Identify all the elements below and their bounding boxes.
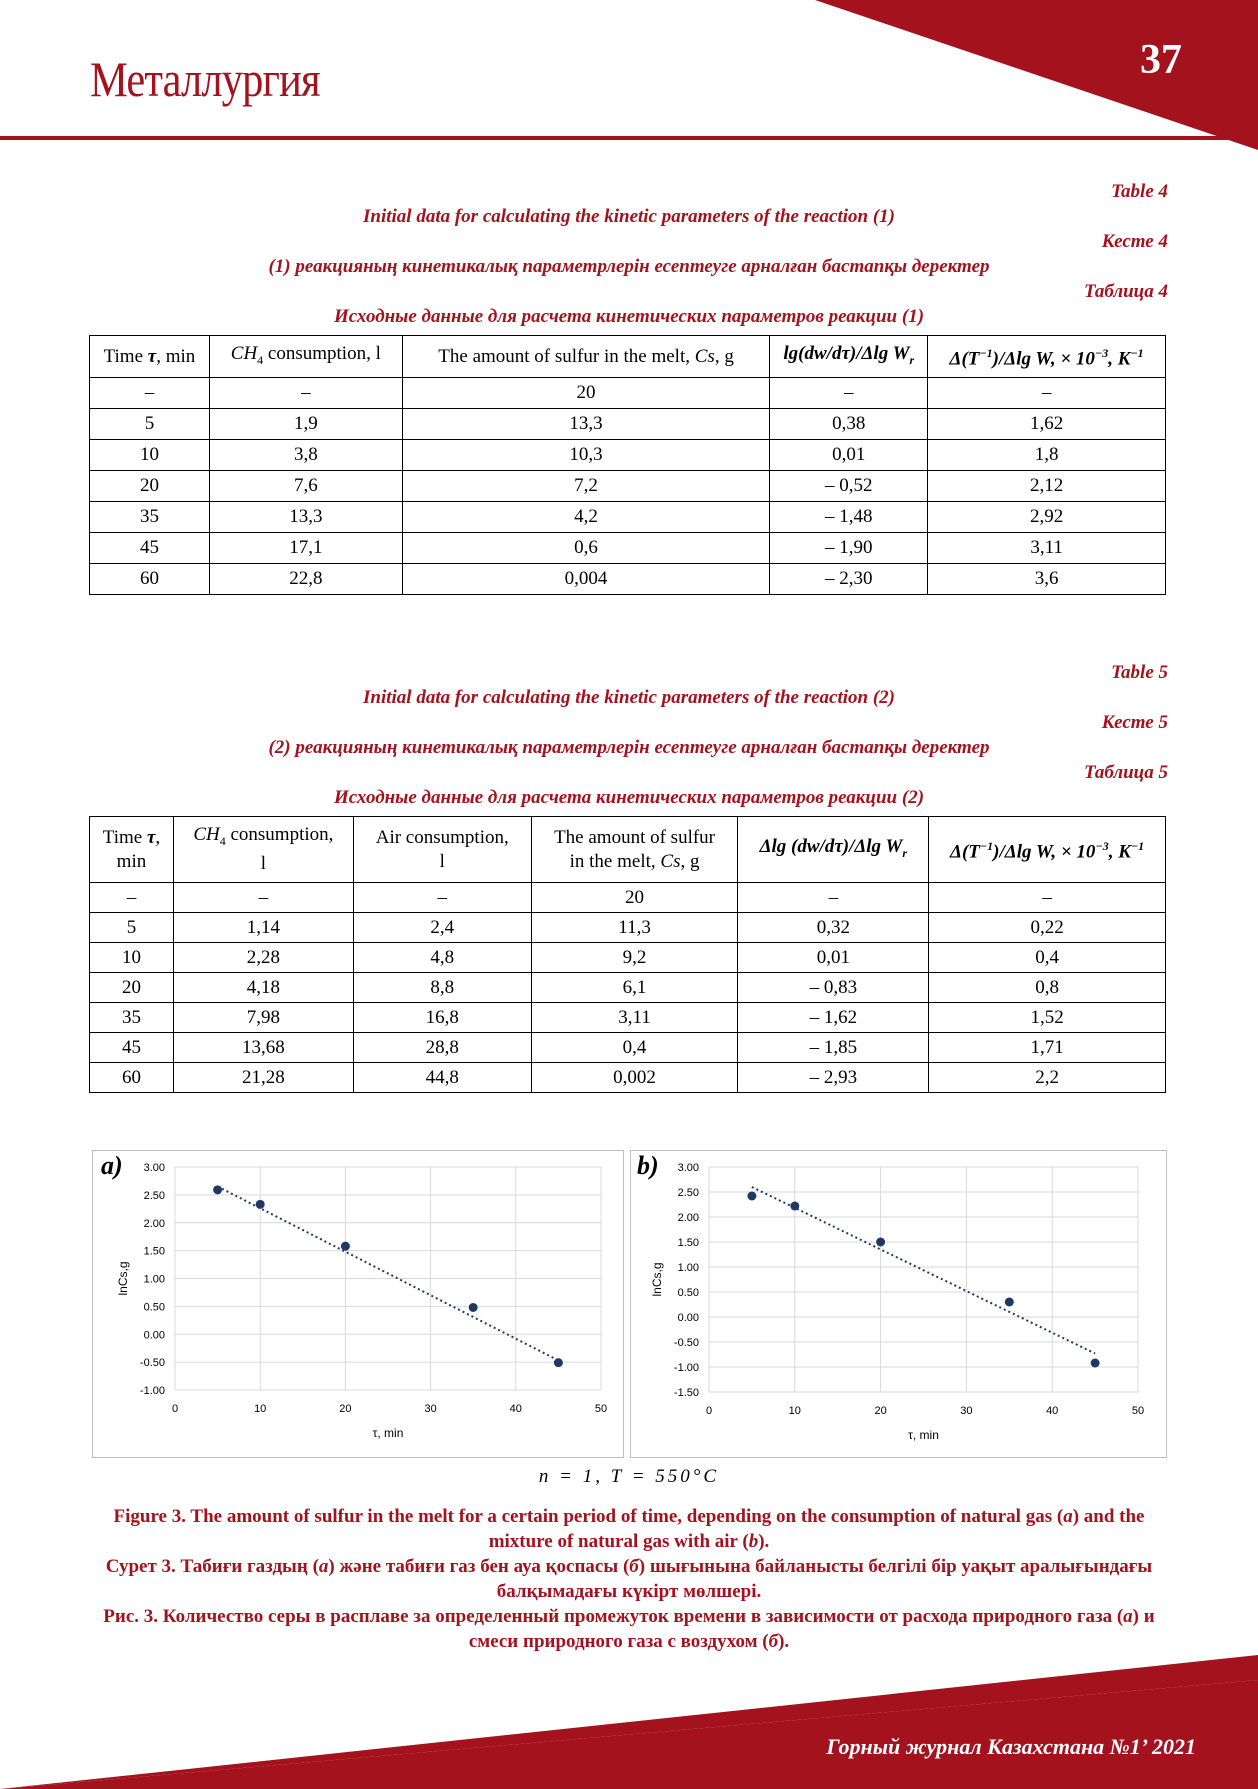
table4-cell: 7,2 (402, 471, 770, 502)
table5-label-en: Table 5 (1111, 662, 1168, 683)
data-point (341, 1242, 350, 1251)
table4-cell: – (90, 378, 210, 409)
table4-cell: 1,8 (928, 440, 1166, 471)
table5-col-air: Air consumption, l (353, 817, 531, 883)
table5-cell: – (173, 883, 353, 913)
table4-cell: 10 (90, 440, 210, 471)
chart-b-panel-label: b) (637, 1151, 659, 1180)
y-tick-label: -0.50 (673, 1337, 699, 1349)
y-tick-label: -0.50 (139, 1357, 165, 1370)
x-tick-label: 20 (874, 1405, 887, 1417)
table4-col-time: Time τ, min (90, 336, 210, 378)
y-tick-label: 1.50 (677, 1237, 699, 1249)
table4-cell: 22,8 (209, 564, 402, 595)
table5-col-sulfur: The amount of sulfur in the melt, Cs, g (531, 817, 738, 883)
table4-label-en: Table 4 (1111, 181, 1168, 202)
y-tick-label: -1.00 (139, 1385, 165, 1397)
y-axis-title: lnCs,g (116, 1261, 130, 1296)
table5-cell: 6,1 (531, 973, 738, 1003)
table5 (89, 816, 1166, 1093)
table4-row (90, 471, 1166, 502)
table5-cell: 13,68 (173, 1033, 353, 1063)
table4-cell: 0,004 (402, 564, 770, 595)
table4-cell: 3,11 (928, 533, 1166, 564)
table4-row (90, 502, 1166, 533)
table4-cell: 0,38 (770, 409, 928, 440)
table5-cell: 7,98 (173, 1003, 353, 1033)
table4-label-kz: Кесте 4 (1101, 231, 1168, 252)
x-tick-label: 30 (424, 1403, 437, 1415)
table5-cell: 21,28 (173, 1063, 353, 1093)
figure-caption-kz: Сурет 3. Табиғи газдың (а) және табиғи газ бен ауа қоспасы (б) шығынына байланысты белгілі бір уақыт аралығындағы балқымадағы күкірт мөлшері. (105, 1556, 1153, 1602)
chart-b-frame (630, 1150, 1167, 1458)
x-tick-label: 0 (705, 1405, 713, 1417)
table5-cell: 0,4 (531, 1033, 738, 1063)
table5-cell: 16,8 (353, 1003, 531, 1033)
table5-cell: 4,8 (353, 943, 531, 973)
data-point (1005, 1298, 1014, 1307)
table5-captions (90, 660, 1168, 810)
table5-cell: 28,8 (353, 1033, 531, 1063)
chart-b (631, 1151, 1166, 1457)
data-point (876, 1238, 885, 1247)
table5-cell: – (738, 883, 929, 913)
table5-cell: 8,8 (353, 973, 531, 1003)
table4-label-ru: Таблица 4 (1083, 281, 1168, 302)
chart-a (93, 1151, 623, 1457)
y-tick-label: 1.00 (677, 1262, 699, 1274)
table5-cell: 2,28 (173, 943, 353, 973)
table5-row (90, 913, 1166, 943)
chart-a-panel-label: a) (101, 1151, 123, 1180)
y-tick-label: 0.50 (143, 1301, 165, 1314)
table5-cell: 2,4 (353, 913, 531, 943)
table4-title-en: Initial data for calculating the kinetic parameters of the reaction (1) (363, 206, 895, 227)
y-tick-label: 2.50 (677, 1187, 699, 1199)
table5-col-lg: Δlg (dw/dτ)/Δlg $W_r$ (738, 817, 929, 883)
table4 (89, 335, 1166, 595)
table4-title-ru: Исходные данные для расчета кинетических параметров реакции (1) (333, 306, 925, 327)
y-tick-label: 0.00 (677, 1312, 699, 1324)
table5-cell: 0,22 (929, 913, 1166, 943)
table4-cell: – (209, 378, 402, 409)
table4-cell: 20 (90, 471, 210, 502)
table5-cell: 0,8 (929, 973, 1166, 1003)
table5-row (90, 883, 1166, 913)
table4-cell: 2,92 (928, 502, 1166, 533)
table5-cell: 20 (90, 973, 174, 1003)
table4-cell: 45 (90, 533, 210, 564)
table5-cell: 11,3 (531, 913, 738, 943)
table4-cell: 60 (90, 564, 210, 595)
x-tick-label: 0 (171, 1403, 179, 1415)
table5-cell: 10 (90, 943, 174, 973)
trendline (752, 1187, 1095, 1354)
table4-row (90, 409, 1166, 440)
chart-a-frame (92, 1150, 624, 1458)
table4-row (90, 440, 1166, 471)
table4-cell: 13,3 (209, 502, 402, 533)
table4-cell: 20 (402, 378, 770, 409)
data-point (1091, 1359, 1100, 1368)
y-tick-label: -1.50 (673, 1387, 699, 1399)
table5-row (90, 973, 1166, 1003)
y-tick-label: -1.00 (673, 1362, 699, 1374)
x-tick-label: 20 (339, 1403, 352, 1415)
table5-cell: 0,002 (531, 1063, 738, 1093)
footer-journal-name: Горный журнал Казахстана №1’ 2021 (826, 1734, 1196, 1759)
header-rule (0, 136, 1240, 140)
page-number: 37 (1140, 37, 1182, 83)
table5-title-kz: (2) реакцияның кинетикалық параметрлерін есептеуге арналған бастапқы деректер (268, 737, 990, 758)
table5-cell: – 1,62 (738, 1003, 929, 1033)
table4-cell: 10,3 (402, 440, 770, 471)
table4-cell: 13,3 (402, 409, 770, 440)
y-tick-label: 1.50 (143, 1245, 165, 1258)
table5-cell: 20 (531, 883, 738, 913)
table5-cell: 4,18 (173, 973, 353, 1003)
table4-captions (90, 179, 1168, 329)
table5-row (90, 1003, 1166, 1033)
table5-cell: 3,11 (531, 1003, 738, 1033)
x-tick-label: 40 (509, 1403, 522, 1415)
data-point (256, 1200, 265, 1209)
data-point (554, 1358, 563, 1367)
table5-label-ru: Таблица 5 (1083, 762, 1168, 783)
table4-cell: – 2,30 (770, 564, 928, 595)
table4-cell: 0,6 (402, 533, 770, 564)
y-tick-label: 0.00 (143, 1329, 165, 1342)
footer-decoration (0, 1640, 1258, 1789)
y-tick-label: 3.00 (143, 1162, 165, 1174)
table5-cell: – 2,93 (738, 1063, 929, 1093)
table4-header-row (90, 336, 1166, 378)
table4-cell: – 0,52 (770, 471, 928, 502)
table4-col-sulfur: The amount of sulfur in the melt, Cs, g (402, 336, 770, 378)
table4-cell: 1,62 (928, 409, 1166, 440)
table5-row (90, 1063, 1166, 1093)
table4-cell: 5 (90, 409, 210, 440)
table5-cell: 0,01 (738, 943, 929, 973)
table5-title-en: Initial data for calculating the kinetic parameters of the reaction (2) (363, 687, 895, 708)
table4-cell: 7,6 (209, 471, 402, 502)
x-tick-label: 30 (960, 1405, 973, 1417)
table5-cell: 35 (90, 1003, 174, 1033)
table4-title-kz: (1) реакцияның кинетикалық параметрлерін есептеуге арналған бастапқы деректер (268, 256, 990, 277)
x-tick-label: 50 (594, 1403, 608, 1415)
table5-label-kz: Кесте 5 (1101, 712, 1168, 733)
y-tick-label: 3.00 (677, 1162, 699, 1174)
table4-cell: 3,6 (928, 564, 1166, 595)
figure-caption (90, 1504, 1168, 1654)
table5-cell: 1,14 (173, 913, 353, 943)
table5-col-ch4: $CH_4$ consumption, l (173, 817, 353, 883)
data-point (213, 1185, 222, 1194)
table4-cell: – (770, 378, 928, 409)
table5-row (90, 943, 1166, 973)
figure-parameters: n = 1, T = 550°C (538, 1466, 720, 1487)
figure-caption-ru: Рис. 3. Количество серы в расплаве за определенный промежуток времени в зависимости от расхода природного газа (а) и смеси природного газа с воздухом (б). (103, 1606, 1155, 1652)
table5-cell: 1,52 (929, 1003, 1166, 1033)
table5-cell: 0,4 (929, 943, 1166, 973)
y-tick-label: 2.00 (677, 1212, 699, 1224)
table5-row (90, 1033, 1166, 1063)
journal-section-title: Металлургия (90, 51, 320, 107)
y-tick-label: 2.50 (143, 1189, 165, 1202)
y-axis-title: lnCs,g (650, 1262, 664, 1297)
table5-cell: 60 (90, 1063, 174, 1093)
table4-row (90, 533, 1166, 564)
table5-title-ru: Исходные данные для расчета кинетических параметров реакции (2) (333, 787, 925, 808)
y-tick-label: 0.50 (677, 1287, 699, 1299)
table4-cell: – (928, 378, 1166, 409)
table5-cell: 2,2 (929, 1063, 1166, 1093)
table4-row (90, 564, 1166, 595)
figure-caption-en: Figure 3. The amount of sulfur in the melt for a certain period of time, depending on the consumption of natural gas (a) and the mixture of natural gas with air (b). (113, 1506, 1145, 1552)
table4-cell: 1,9 (209, 409, 402, 440)
table5-header-row (90, 817, 1166, 883)
x-axis-title: τ, min (908, 1428, 939, 1442)
data-point (747, 1192, 756, 1201)
x-tick-label: 10 (254, 1403, 267, 1415)
y-tick-label: 2.00 (143, 1217, 165, 1230)
table4-cell: 0,01 (770, 440, 928, 471)
data-point (790, 1202, 799, 1211)
table5-cell: – 0,83 (738, 973, 929, 1003)
table4-cell: 17,1 (209, 533, 402, 564)
table5-col-time: Time τ, min (90, 817, 174, 883)
table4-col-lg: lg(dw/dτ)/Δlg $W_r$ (770, 336, 928, 378)
table5-cell: – 1,85 (738, 1033, 929, 1063)
table4-cell: 35 (90, 502, 210, 533)
table4-cell: 4,2 (402, 502, 770, 533)
table4-row (90, 378, 1166, 409)
table4-col-delta: $\Delta(T^{-1})$/Δlg W, × $10^{-3}$, $K^{-1}$ (928, 336, 1166, 378)
x-tick-label: 10 (788, 1405, 801, 1417)
x-axis-title: τ, min (372, 1426, 404, 1440)
table5-col-delta: $\Delta(T^{-1})$/Δlg W, × $10^{-3}$, $K^{-1}$ (929, 817, 1166, 883)
table5-cell: – (929, 883, 1166, 913)
x-tick-label: 50 (1131, 1405, 1145, 1417)
x-tick-label: 40 (1046, 1405, 1059, 1417)
table4-cell: – 1,90 (770, 533, 928, 564)
table4-cell: 2,12 (928, 471, 1166, 502)
y-tick-label: 1.00 (143, 1273, 165, 1286)
table5-cell: 45 (90, 1033, 174, 1063)
data-point (469, 1303, 478, 1312)
table4-cell: – 1,48 (770, 502, 928, 533)
table5-cell: 44,8 (353, 1063, 531, 1093)
table5-cell: 9,2 (531, 943, 738, 973)
table5-cell: 1,71 (929, 1033, 1166, 1063)
table4-col-ch4: $CH_4$ consumption, l (209, 336, 402, 378)
table4-cell: 3,8 (209, 440, 402, 471)
table5-cell: – (353, 883, 531, 913)
table5-cell: 0,32 (738, 913, 929, 943)
table5-cell: – (90, 883, 174, 913)
table5-cell: 5 (90, 913, 174, 943)
